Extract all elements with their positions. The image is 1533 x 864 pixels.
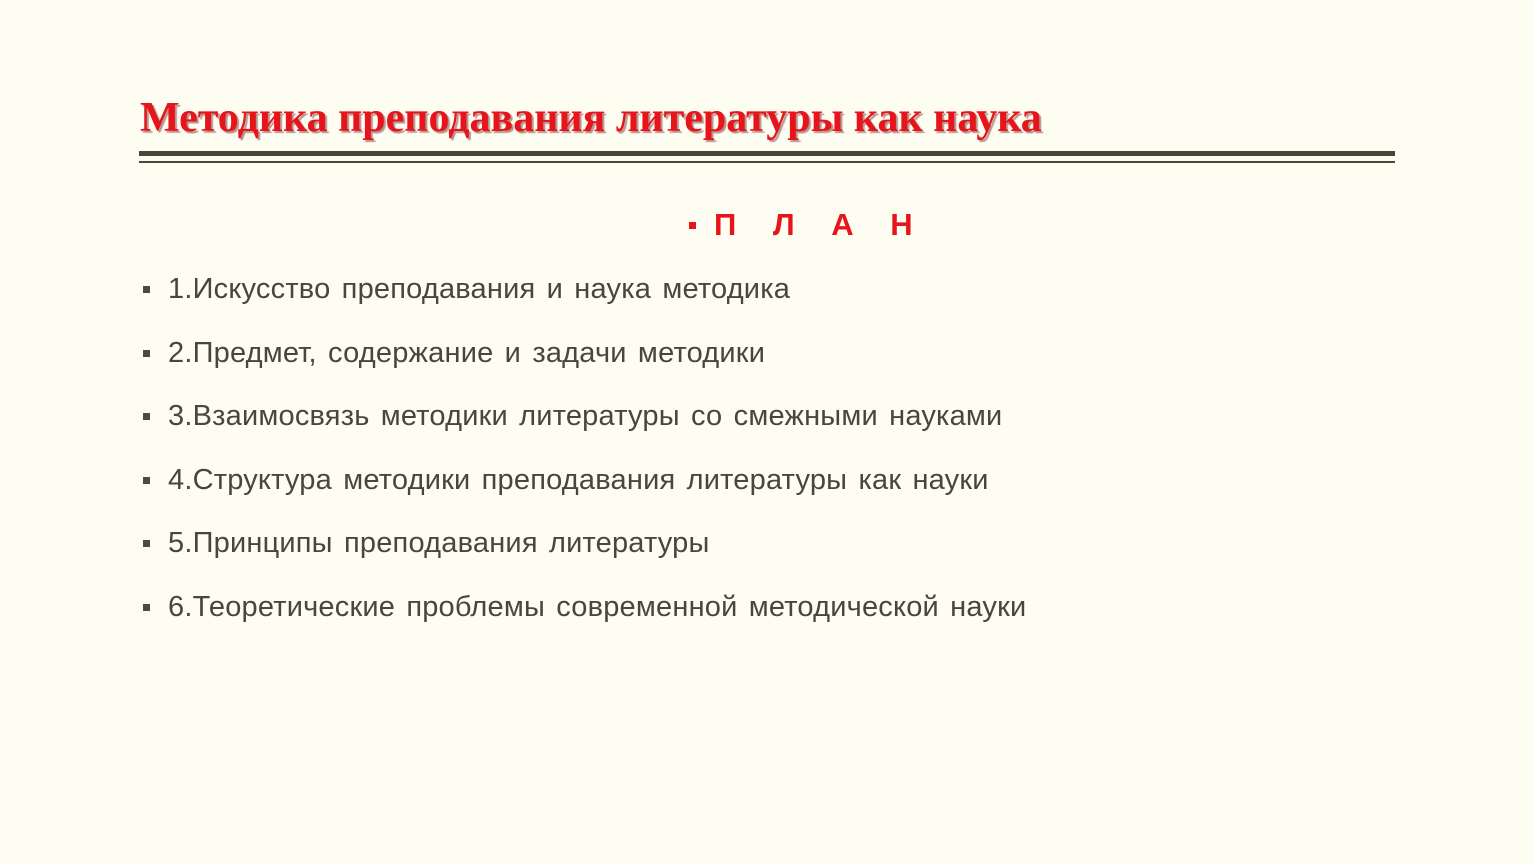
list-item [143,322,1026,386]
list-item [143,576,1026,640]
plan-heading-text: П Л А Н [714,207,927,242]
list-item-text: 6.Теоретические проблемы современной методической науки [168,590,1027,623]
list-item-text: 4.Структура методики преподавания литературы как науки [168,463,989,496]
square-bullet-icon [143,413,150,420]
list-item-text: 3.Взаимосвязь методики литературы со смежными науками [168,400,1003,433]
square-bullet-icon [143,350,150,357]
square-bullet-icon [143,540,150,547]
slide-title: Методика преподавания литературы как наука [140,95,1042,141]
square-bullet-icon [143,604,150,611]
plan-heading [689,205,927,245]
title-rule-thick [139,151,1395,156]
plan-list [143,258,1026,639]
list-item-text: 5.Принципы преподавания литературы [168,527,710,560]
list-item [143,512,1026,576]
list-item [143,258,1026,322]
list-item [143,449,1026,513]
list-item-text: 2.Предмет, содержание и задачи методики [168,336,766,369]
square-bullet-icon [689,222,696,229]
square-bullet-icon [143,477,150,484]
title-rule-thin [139,161,1395,163]
list-item-text: 1.Искусство преподавания и наука методика [168,273,791,306]
list-item [143,385,1026,449]
square-bullet-icon [143,286,150,293]
